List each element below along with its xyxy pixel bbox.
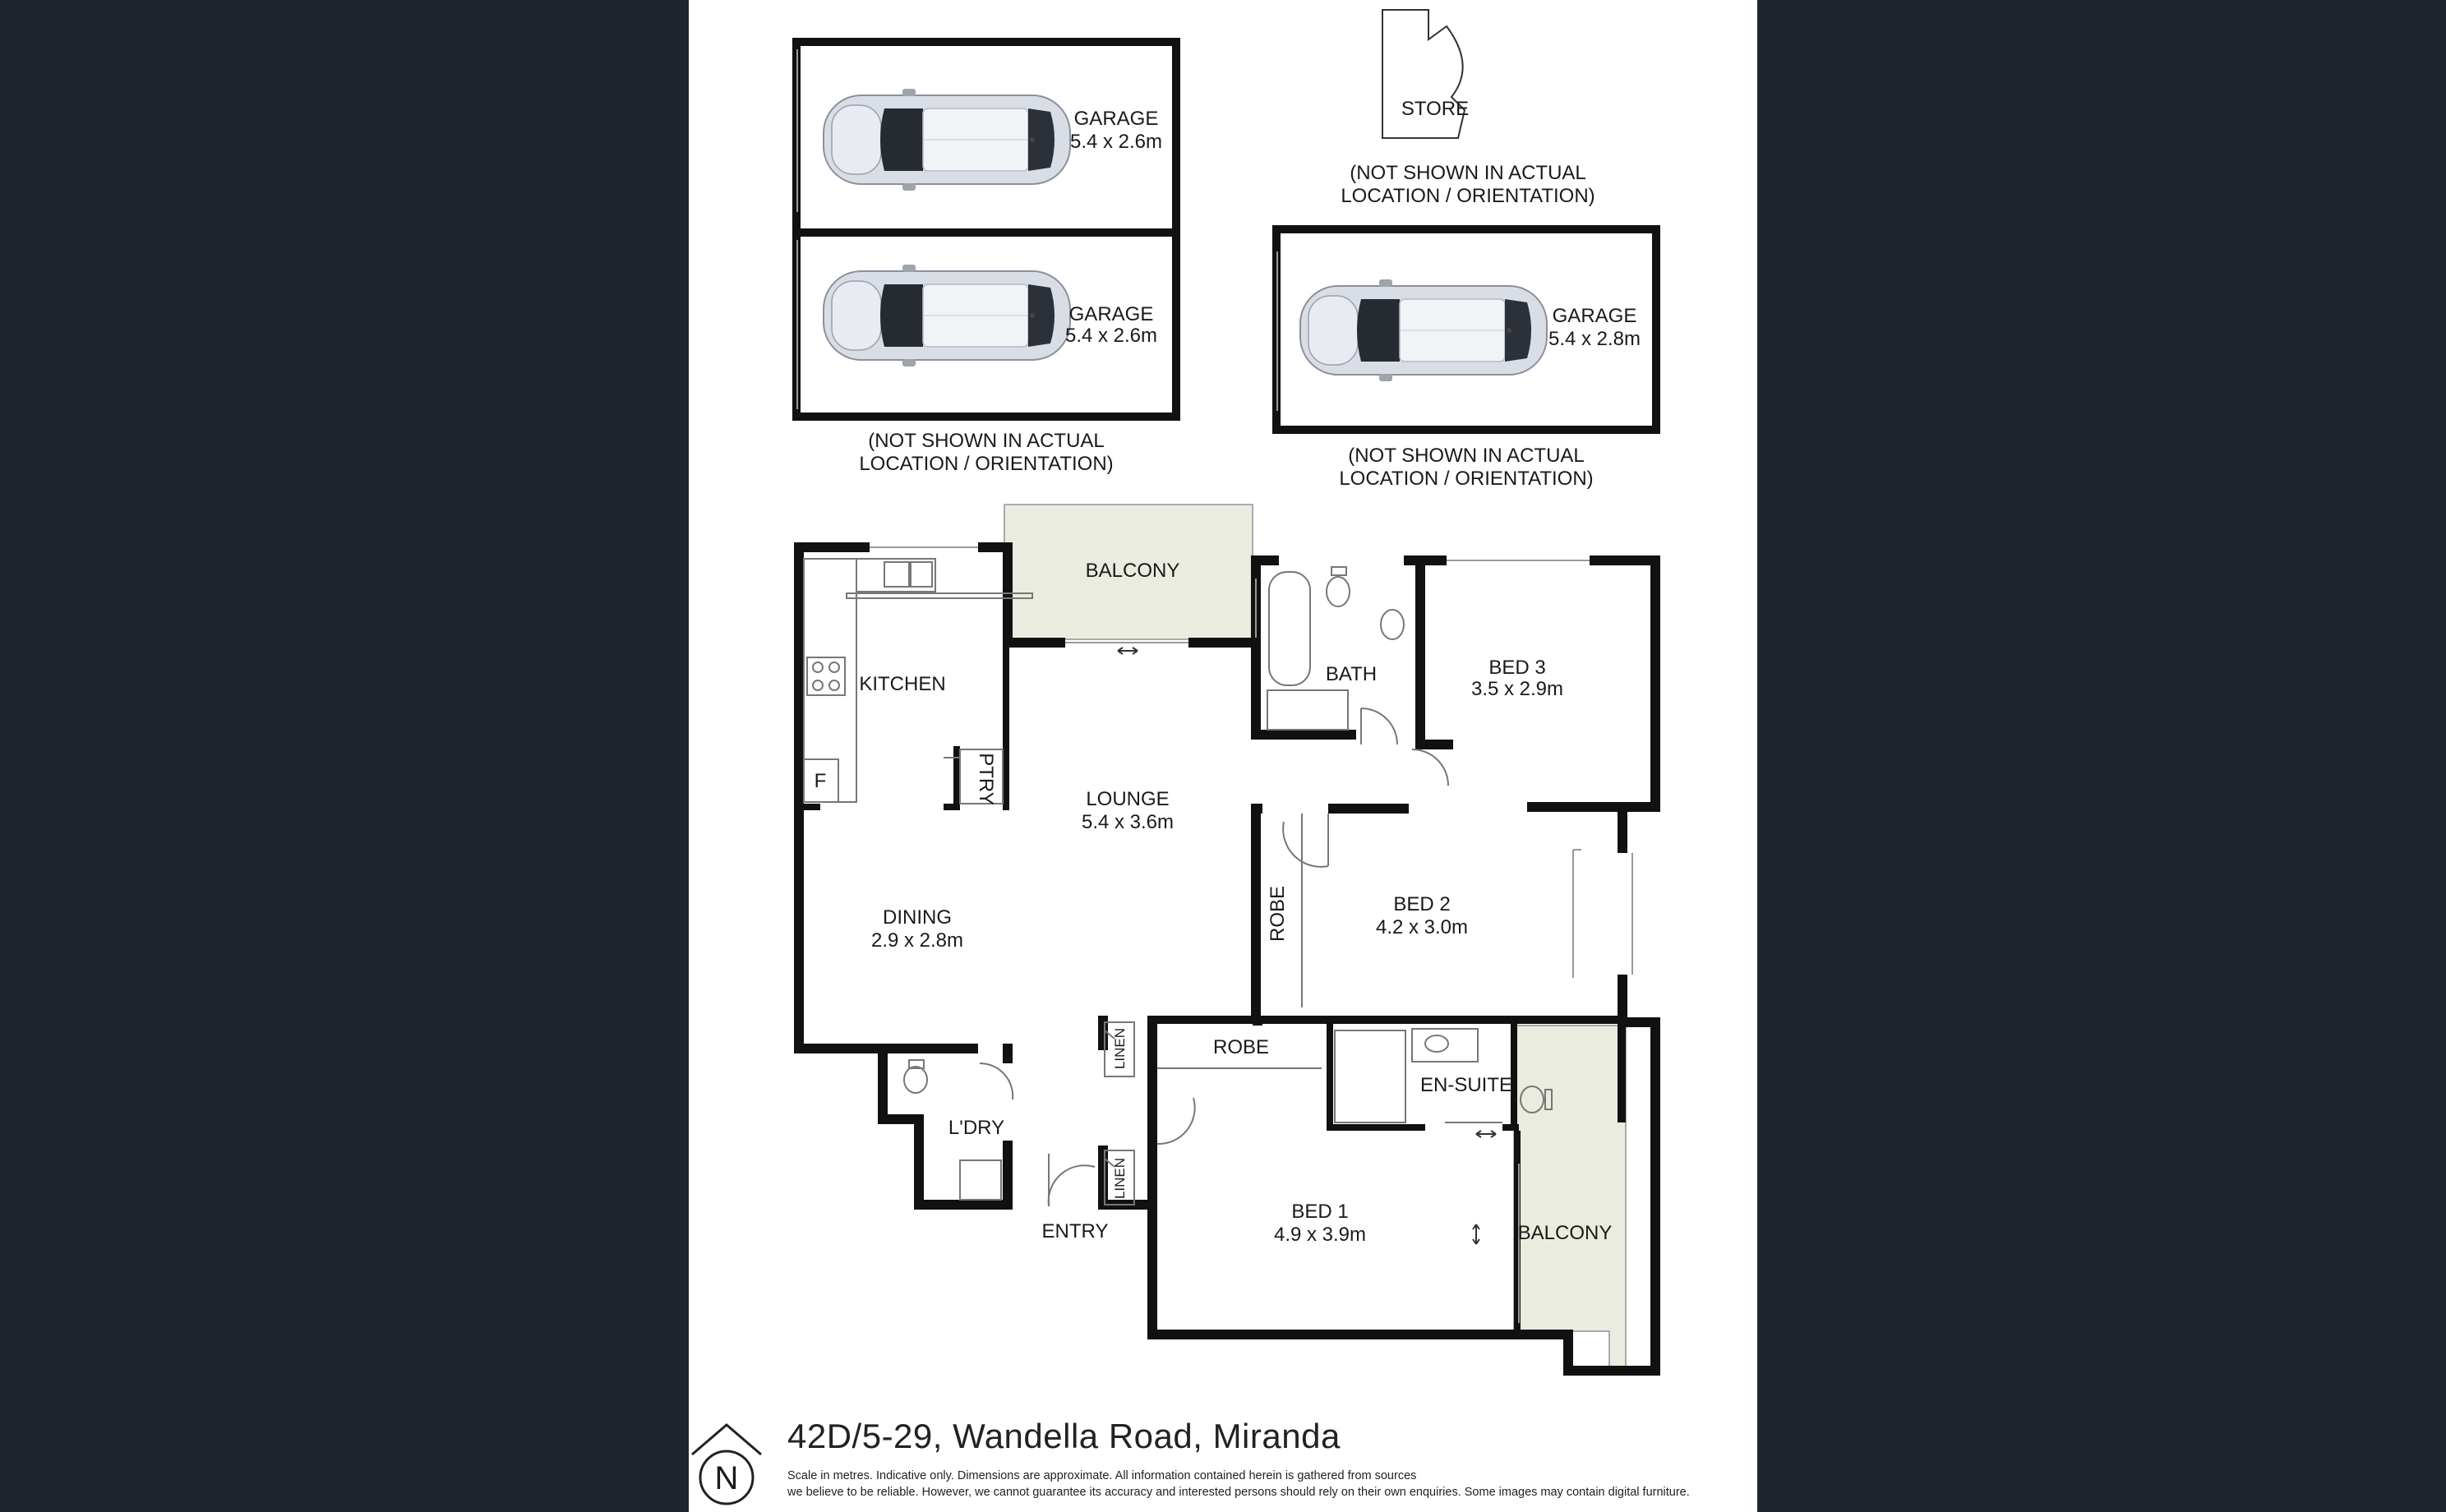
car-icon — [1300, 279, 1547, 381]
store-label: STORE — [1401, 98, 1470, 120]
cooktop-icon — [807, 657, 845, 695]
car-icon — [824, 89, 1070, 191]
garage-1-size: 5.4 x 2.6m — [1069, 131, 1163, 153]
disclaimer-line-2: we believe to be reliable. However, we cannot guarantee its accuracy and interested persons should rely on their own enquiries. Some images may contain digital furniture. — [787, 1486, 1690, 1499]
car-icon — [824, 265, 1070, 366]
garages-note-line-1: (NOT SHOWN IN ACTUAL — [868, 430, 1105, 452]
bath-label: BATH — [1325, 663, 1378, 685]
bed1-label: BED 1 — [1291, 1201, 1349, 1223]
apartment-plan — [794, 505, 1660, 1376]
bed3-size: 3.5 x 2.9m — [1470, 678, 1564, 700]
ensuite-label: EN-SUITE — [1419, 1074, 1513, 1096]
property-address: 42D/5-29, Wandella Road, Miranda — [787, 1417, 1341, 1455]
disclaimer-line-1: Scale in metres. Indicative only. Dimensions are approximate. All information contained herein is gathered from sources — [787, 1469, 1417, 1482]
dining-size: 2.9 x 2.8m — [870, 929, 964, 952]
entry-label: ENTRY — [1041, 1220, 1109, 1242]
garage-block-left — [792, 38, 1180, 475]
fridge-label: F — [814, 770, 827, 792]
kitchen-label: KITCHEN — [859, 673, 946, 695]
disclaimer — [787, 1468, 1753, 1500]
store — [1341, 10, 1595, 207]
balcony-right-label: BALCONY — [1517, 1222, 1613, 1244]
dining-label: DINING — [883, 906, 952, 929]
garage-1-label: GARAGE — [1073, 108, 1159, 130]
store-note-line-2: LOCATION / ORIENTATION) — [1341, 185, 1595, 207]
robe-bed2-label: ROBE — [1267, 885, 1289, 943]
bed2-label: BED 2 — [1393, 893, 1451, 915]
pantry-label: PTRY — [975, 753, 997, 805]
garage-3-label: GARAGE — [1552, 305, 1637, 327]
garages-note-line-2: LOCATION / ORIENTATION) — [859, 453, 1114, 475]
garage-2-size: 5.4 x 2.6m — [1064, 325, 1158, 347]
garage-block-right — [1272, 225, 1660, 490]
floor-plan-sheet — [689, 0, 1757, 1512]
linen-upper-label: LINEN — [1112, 1027, 1128, 1070]
bed3-label: BED 3 — [1488, 657, 1546, 679]
linen-lower-label: LINEN — [1112, 1157, 1128, 1200]
laundry-label: L'DRY — [948, 1117, 1005, 1139]
lounge-label: LOUNGE — [1086, 788, 1170, 810]
compass-north-label: N — [714, 1460, 739, 1496]
store-note-line-1: (NOT SHOWN IN ACTUAL — [1350, 162, 1586, 184]
bed1-size: 4.9 x 3.9m — [1273, 1224, 1367, 1246]
floor-plan-drawing — [689, 0, 1757, 1397]
garage-3-size: 5.4 x 2.8m — [1548, 328, 1641, 350]
lounge-size: 5.4 x 3.6m — [1081, 811, 1175, 833]
compass-icon — [689, 1422, 771, 1512]
garage-3-note-line-2: LOCATION / ORIENTATION) — [1339, 468, 1594, 490]
bed2-size: 4.2 x 3.0m — [1375, 916, 1469, 938]
balcony-top-label: BALCONY — [1085, 560, 1180, 582]
garage-3-note-line-1: (NOT SHOWN IN ACTUAL — [1348, 445, 1585, 467]
robe-bed1-label: ROBE — [1212, 1036, 1270, 1058]
balcony-right — [1514, 1026, 1626, 1374]
garage-2-label: GARAGE — [1068, 303, 1154, 325]
